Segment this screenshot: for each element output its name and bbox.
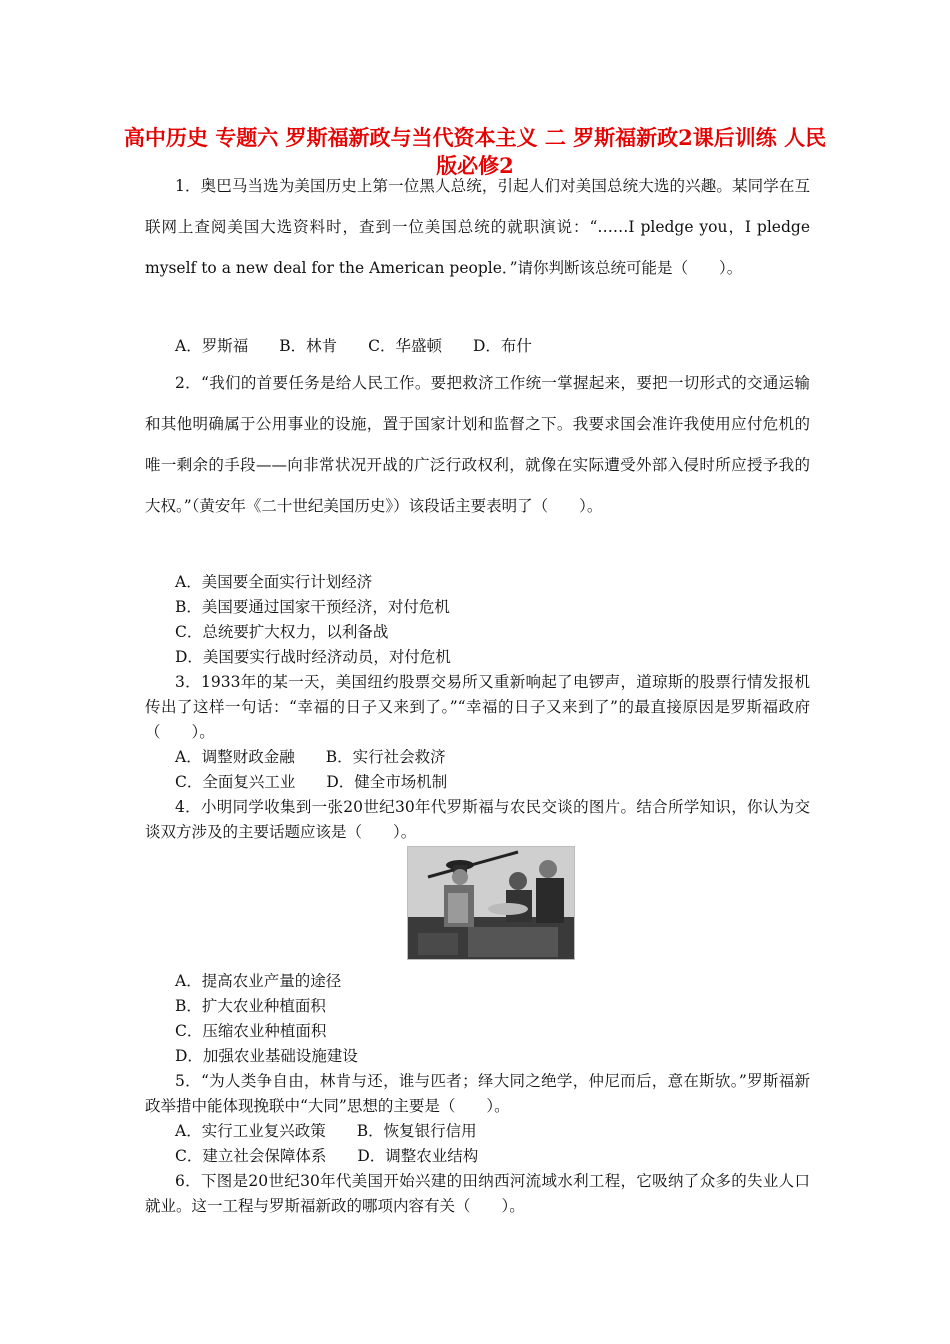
question-5-options-row-1: A．实行工业复兴政策 B．恢复银行信用 [175, 1122, 477, 1140]
question-5-stem: 5．“为人类争自由，林肯与还，谁与匹者；绎大同之绝学，仲尼而后，意在斯欤。”罗斯福新政举措中能体现挽联中“大同”思想的主要是（ ）。 [145, 1072, 810, 1115]
question-5-options-row-2: C．建立社会保障体系 D．调整农业结构 [175, 1147, 479, 1165]
question-1-stem: 1．奥巴马当选为美国历史上第一位黑人总统，引起人们对美国总统大选的兴趣。某同学在互联网上查阅美国大选资料时，查到一位美国总统的就职演说：“……I pledge you，I pledge myself to a new deal for the American people．”请你判断该总统可能是（ ）。 [145, 177, 810, 277]
question-2-stem: 2．“我们的首要任务是给人民工作。要把救济工作统一掌握起来，要把一切形式的交通运输和其他明确属于公用事业的设施，置于国家计划和监督之下。我要求国会准许我使用应付危机的唯一剩余的手段——向非常状况开战的广泛行政权利，就像在实际遭受外部入侵时所应授予我的大权。”（黄安年《二十世纪美国历史》）该段话主要表明了（ ）。 [145, 374, 810, 515]
question-2-option-b: B．美国要通过国家干预经济，对付危机 [175, 598, 450, 616]
question-1-options: A．罗斯福 B．林肯 C．华盛顿 D．布什 [175, 337, 532, 355]
roosevelt-farmer-photo [407, 846, 575, 960]
question-3-options-row-1: A．调整财政金融 B．实行社会救济 [175, 748, 446, 766]
question-3-stem: 3．1933年的某一天，美国纽约股票交易所又重新响起了电锣声，道琼斯的股票行情发报机传出了这样一句话：“幸福的日子又来到了。”“幸福的日子又来到了”的最直接原因是罗斯福政府（ ）。 [145, 673, 810, 741]
question-4-option-a: A．提高农业产量的途径 [175, 972, 342, 990]
question-4-stem: 4．小明同学收集到一张20世纪30年代罗斯福与农民交谈的图片。结合所学知识，你认为交谈双方涉及的主要话题应该是（ ）。 [145, 798, 810, 841]
question-4-option-b: B．扩大农业种植面积 [175, 997, 326, 1015]
question-3-options-row-2: C．全面复兴工业 D．健全市场机制 [175, 773, 448, 791]
question-4-option-d: D．加强农业基础设施建设 [175, 1047, 358, 1065]
question-4-option-c: C．压缩农业种植面积 [175, 1022, 327, 1040]
document-title: 高中历史 专题六 罗斯福新政与当代资本主义 二 罗斯福新政2课后训练 人民版必修2 [123, 125, 827, 178]
question-6-stem: 6．下图是20世纪30年代美国开始兴建的田纳西河流域水利工程，它吸纳了众多的失业人口就业。这一工程与罗斯福新政的哪项内容有关（ ）。 [145, 1172, 810, 1215]
question-2-option-d: D．美国要实行战时经济动员，对付危机 [175, 648, 451, 666]
question-2-option-a: A．美国要全面实行计划经济 [175, 573, 373, 591]
question-2-option-c: C．总统要扩大权力，以利备战 [175, 623, 389, 641]
